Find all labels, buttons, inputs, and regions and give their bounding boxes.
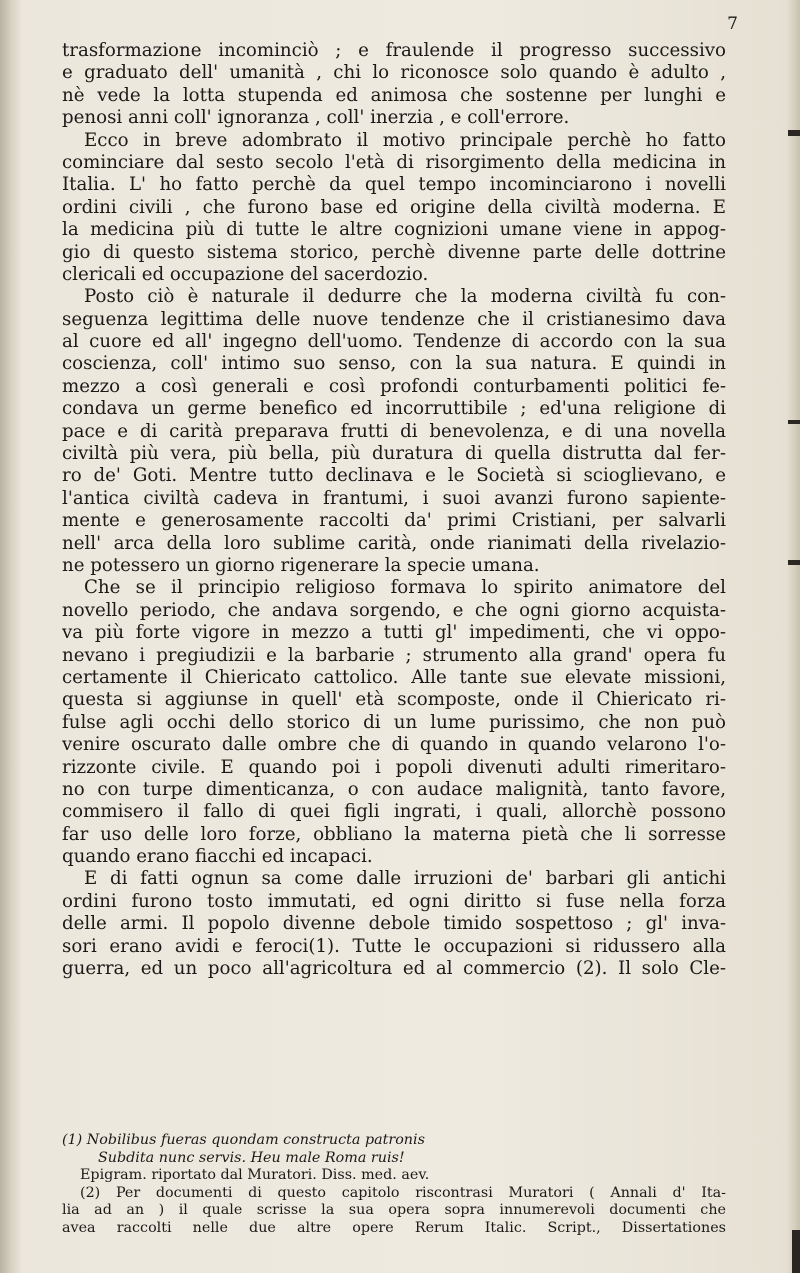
text-line: va più forte vigore in mezzo a tutti gl' impedimenti, che vi oppo- bbox=[62, 622, 726, 644]
text-line: no con turpe dimenticanza, o con audace malignità, tanto favore, bbox=[62, 778, 726, 800]
text-line: seguenza legittima delle nuove tendenze che il cristianesimo dava bbox=[62, 308, 726, 330]
footnote-line: lia ad an ) il quale scrisse la sua opera sopra innumerevoli documenti che bbox=[62, 1202, 726, 1218]
text-line: cominciare dal sesto secolo l'età di risorgimento della medicina in bbox=[62, 151, 726, 173]
text-line: penosi anni coll' ignoranza , coll' inerzia , e coll'errore. bbox=[62, 107, 570, 129]
text-line: l'antica civiltà cadeva in frantumi, i suoi avanzi furono sapiente- bbox=[62, 487, 726, 509]
text-line: nevano i pregiudizii e la barbarie ; strumento alla grand' opera fu bbox=[62, 644, 726, 666]
text-line: gio di questo sistema storico, perchè divenne parte delle dottrine bbox=[62, 241, 726, 263]
text-line: ordini furono tosto immutati, ed ogni diritto si fuse nella forza bbox=[62, 890, 726, 912]
text-line: ordini civili , che furono base ed origine della civiltà moderna. E bbox=[62, 196, 726, 218]
text-line: condava un germe benefico ed incorruttibile ; ed'una religione di bbox=[62, 398, 726, 420]
text-line: al cuore ed all' ingegno dell'uomo. Tendenze di accordo con la sua bbox=[62, 331, 726, 353]
text-line: la medicina più di tutte le altre cognizioni umane viene in appog- bbox=[62, 219, 726, 241]
text-line: civiltà più vera, più bella, più duratura di quella distrutta dal fer- bbox=[62, 443, 726, 465]
text-line: guerra, ed un poco all'agricoltura ed al commercio (2). Il solo Cle- bbox=[62, 958, 726, 980]
page-edge-mark bbox=[792, 1230, 800, 1273]
text-line: fulse agli occhi dello storico di un lume purissimo, che non può bbox=[62, 711, 726, 733]
footnote-line: (2) Per documenti di questo capitolo riscontrasi Muratori ( Annali d' Ita- bbox=[80, 1184, 726, 1201]
text-line: Italia. L' ho fatto perchè da quel tempo incominciarono i novelli bbox=[62, 174, 726, 196]
text-line: nell' arca della loro sublime carità, onde rianimati della rivelazio- bbox=[62, 532, 726, 554]
footnote-line: Epigram. riportato dal Muratori. Diss. med. aev. bbox=[80, 1167, 430, 1183]
page-edge-mark bbox=[788, 420, 800, 424]
text-line: mezzo a così generali e così profondi conturbamenti politici fe- bbox=[62, 375, 726, 397]
text-line: venire oscurato dalle ombre che di quando in quando velarono l'o- bbox=[62, 734, 726, 756]
text-line: quando erano fiacchi ed incapaci. bbox=[62, 846, 373, 868]
text-line: commisero il fallo di quei figli ingrati, i quali, allorchè possono bbox=[62, 801, 726, 823]
text-line: rizzonte civile. E quando poi i popoli divenuti adulti rimeritaro- bbox=[62, 756, 726, 778]
page-edge-mark bbox=[788, 130, 800, 136]
text-line: Che se il principio religioso formava lo spirito animatore del bbox=[84, 577, 726, 599]
text-line: delle armi. Il popolo divenne debole timido sospettoso ; gl' inva- bbox=[62, 913, 726, 935]
text-line: ro de' Goti. Mentre tutto declinava e le Società si scioglievano, e bbox=[62, 465, 726, 487]
footnote-line: (1) Nobilibus fueras quondam constructa patronis bbox=[62, 1132, 425, 1148]
page-edge-mark bbox=[788, 560, 800, 565]
text-line: coscienza, coll' intimo suo senso, con la sua natura. E quindi in bbox=[62, 353, 726, 375]
footnotes bbox=[62, 1132, 726, 1237]
text-line: sori erano avidi e feroci(1). Tutte le occupazioni si ridussero alla bbox=[62, 935, 726, 957]
text-line: certamente il Chiericato cattolico. Alle tante sue elevate missioni, bbox=[62, 666, 726, 688]
text-line: novello periodo, che andava sorgendo, e che ogni giorno acquista- bbox=[62, 599, 726, 621]
page-edge-shadow bbox=[786, 0, 800, 1273]
text-line: Posto ciò è naturale il dedurre che la moderna civiltà fu con- bbox=[84, 286, 726, 308]
text-line: ne potessero un giorno rigenerare la specie umana. bbox=[62, 554, 540, 576]
text-line: nè vede la lotta stupenda ed animosa che sostenne per lunghi e bbox=[62, 84, 726, 106]
text-line: trasformazione incominciò ; e fraulende il progresso successivo bbox=[62, 40, 726, 61]
footnote-line: Subdita nunc servis. Heu male Roma ruis! bbox=[98, 1149, 405, 1166]
text-line: questa si aggiunse in quell' età scomposte, onde il Chiericato ri- bbox=[62, 689, 726, 711]
text-line: far uso delle loro forze, obbliano la materna pietà che li sorresse bbox=[62, 823, 726, 845]
page-binding-shadow bbox=[0, 0, 22, 1273]
body-text bbox=[62, 40, 726, 980]
text-line: Ecco in breve adombrato il motivo principale perchè ho fatto bbox=[84, 129, 726, 151]
text-line: clericali ed occupazione del sacerdozio. bbox=[62, 263, 429, 285]
footnote-line: avea raccolti nelle due altre opere Rerum Italic. Script., Dissertationes bbox=[62, 1219, 726, 1236]
text-line: E di fatti ognun sa come dalle irruzioni de' barbari gli antichi bbox=[84, 868, 726, 890]
text-line: e graduato dell' umanità , chi lo riconosce solo quando è adulto , bbox=[62, 62, 726, 84]
text-line: mente e generosamente raccolti da' primi Cristiani, per salvarli bbox=[62, 510, 726, 532]
text-line: pace e di carità preparava frutti di benevolenza, e di una novella bbox=[62, 420, 726, 442]
page-number: 7 bbox=[727, 14, 738, 34]
